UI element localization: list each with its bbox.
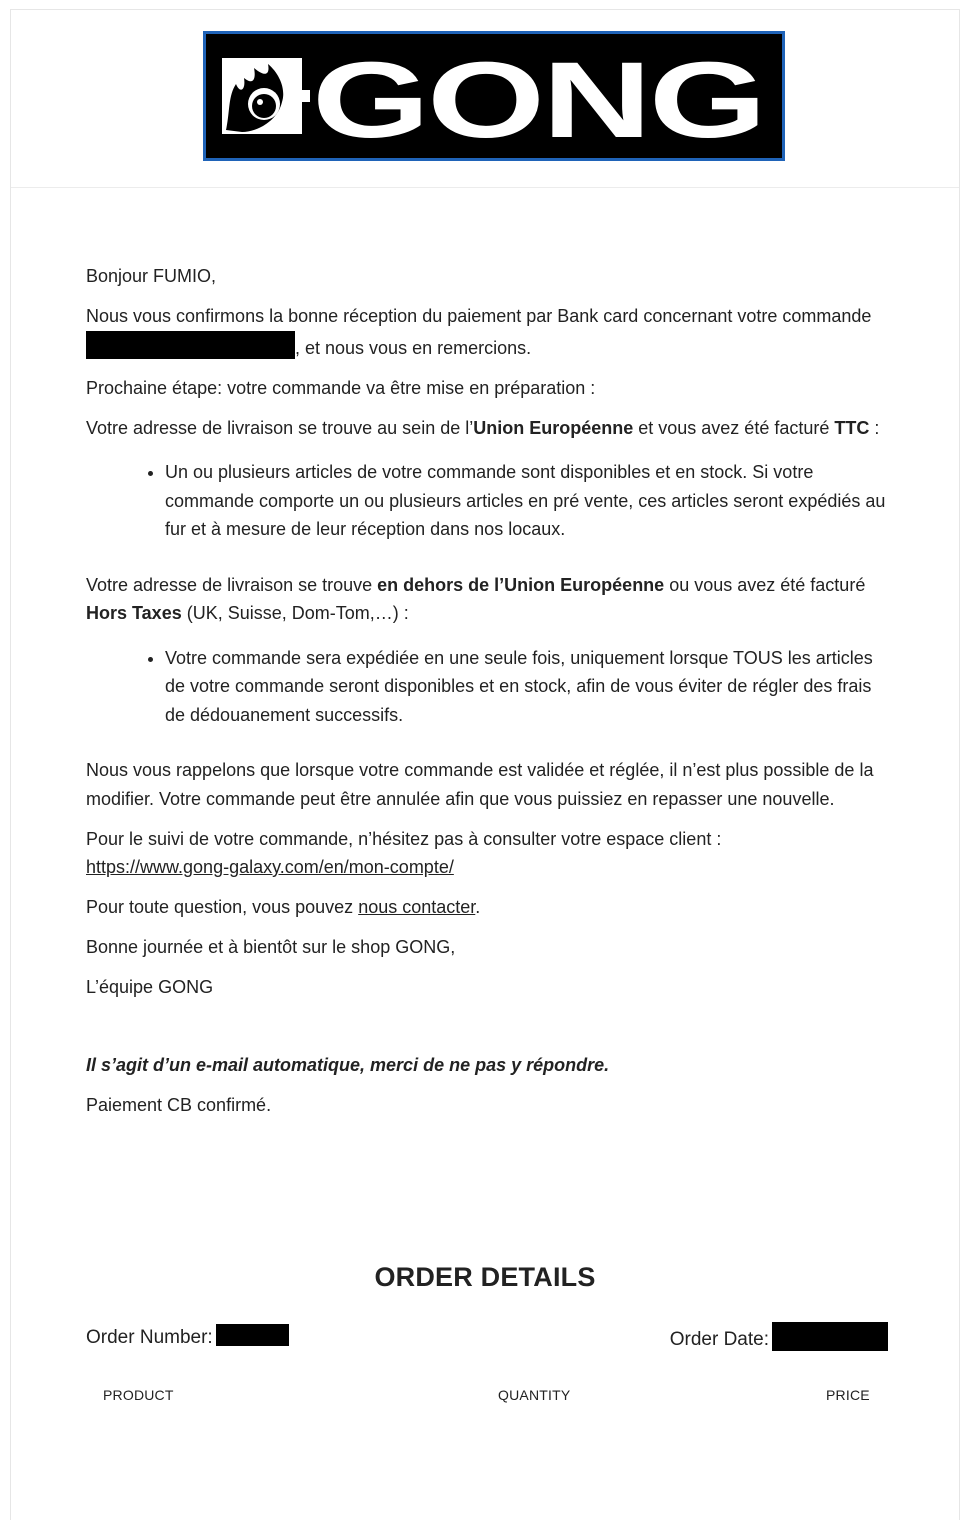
- order-date-label: Order Date:: [669, 1329, 769, 1350]
- column-header-product: PRODUCT: [103, 1387, 174, 1403]
- list-item: • Un ou plusieurs articles de votre commande sont disponibles et en stock. Si votre commande comporte un ou plusieurs articles en pré vente, ces articles seront expédiés au fur et à mesure de leur réception dans nos locaux.: [165, 458, 886, 544]
- order-date-row: [670, 1322, 888, 1354]
- ht-highlight: Hors Taxes: [86, 603, 182, 623]
- eu-highlight: Union Européenne: [473, 417, 634, 438]
- signature: L’équipe GONG: [86, 977, 214, 997]
- gong-logo: [203, 31, 785, 161]
- account-link[interactable]: https://www.gong-galaxy.com/en/mon-compte/: [86, 857, 454, 877]
- redacted-order-number: [216, 1324, 289, 1346]
- non-eu-highlight: en dehors de l’Union Européenne: [377, 574, 665, 595]
- comet-mascot-icon: [222, 58, 310, 134]
- order-number-label: Order Number:: [86, 1327, 213, 1348]
- auto-email-notice: Il s’agit d’un e-mail automatique, merci de ne pas y répondre.: [86, 1055, 610, 1075]
- reminder-paragraph: Nous vous rappelons que lorsque votre commande est validée et réglée, il n’est plus possible de la modifier. Votre commande peut être annulée afin que vous puissiez en repasser une nouvelle.: [86, 760, 874, 809]
- eu-bullet-list: [86, 458, 886, 544]
- payment-status: Paiement CB confirmé.: [86, 1095, 272, 1115]
- column-header-quantity: QUANTITY: [498, 1387, 571, 1403]
- ttc-highlight: TTC: [834, 417, 870, 438]
- confirmation-text: Nous vous confirmons la bonne réception du paiement par Bank card concernant votre commande: [86, 306, 872, 326]
- greeting: Bonjour FUMIO,: [86, 266, 217, 286]
- confirmation-text-end: , et nous vous en remercions.: [295, 337, 532, 358]
- non-eu-section-intro: Votre adresse de livraison se trouve en dehors de l’Union Européenne ou vous avez été facturé Hors Taxes (UK, Suisse, Dom-Tom,…) :: [86, 574, 866, 623]
- next-step-text: Prochaine étape: votre commande va être mise en préparation :: [86, 377, 596, 398]
- closing-text: Bonne journée et à bientôt sur le shop GONG,: [86, 937, 456, 957]
- email-body: [86, 262, 886, 1131]
- email-header: [11, 10, 959, 188]
- tracking-paragraph: Pour le suivi de votre commande, n’hésitez pas à consulter votre espace client : https://www.gong-galaxy.com/en/mon-compte/: [86, 828, 722, 877]
- order-details-title: ORDER DETAILS: [374, 1262, 596, 1292]
- spacer: [86, 1013, 886, 1051]
- order-number-row: [86, 1324, 289, 1352]
- question-paragraph: Pour toute question, vous pouvez nous contacter.: [86, 897, 481, 917]
- list-item: • Votre commande sera expédiée en une seule fois, uniquement lorsque TOUS les articles de votre commande seront disponibles et en stock, afin de vous éviter de régler des frais de dédouanement successifs.: [165, 644, 886, 730]
- redacted-order-date: [772, 1322, 888, 1351]
- column-header-price: PRICE: [826, 1387, 870, 1403]
- logo-wordmark: GONG: [312, 39, 764, 158]
- confirmation-paragraph: [86, 302, 886, 362]
- eu-section-intro: Votre adresse de livraison se trouve au sein de l’Union Européenne et vous avez été facturé TTC :: [86, 417, 880, 438]
- redacted-order-reference: [86, 331, 295, 359]
- contact-link[interactable]: nous contacter: [358, 897, 476, 917]
- non-eu-bullet-list: [86, 644, 886, 730]
